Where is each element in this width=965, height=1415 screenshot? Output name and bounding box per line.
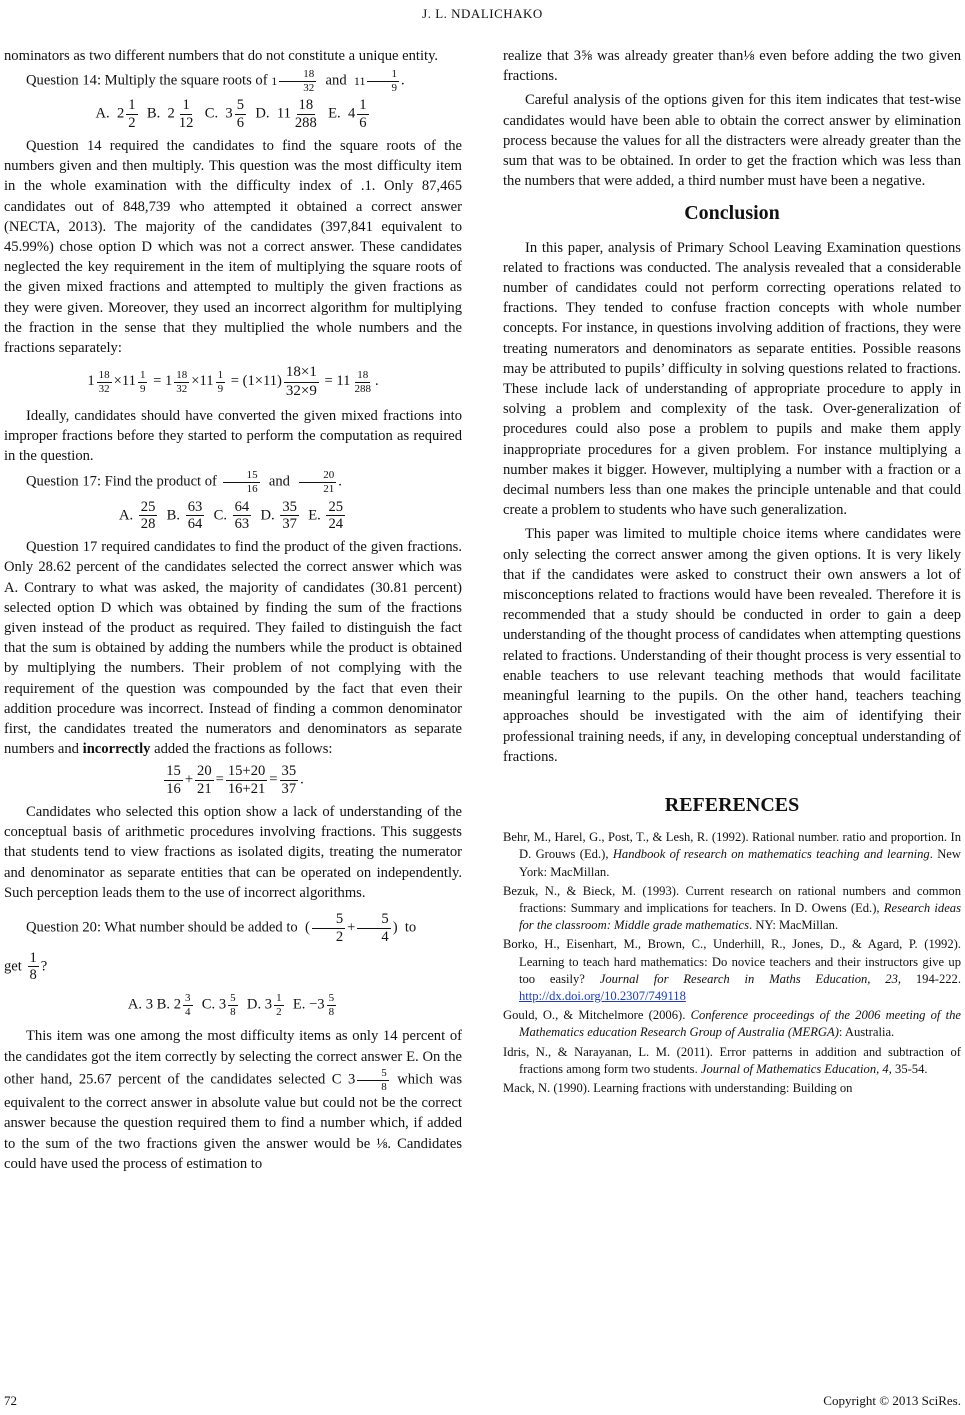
reference-item: Bezuk, N., & Bieck, M. (1993). Current research on rational numbers and common fractions: Summary and implications for teachers. In D. Owens (Ed.), Research ideas for the classroom: Middle grade mathematics. NY: MacMillan. (503, 883, 961, 933)
reference-item: Borko, H., Eisenhart, M., Brown, C., Underhill, R., Jones, D., & Agard, P. (1992). Learning to teach hard mathematics: Do novice teachers and their instructors give up too easily? Journal for Research in Maths Education, 23, 194-222. http://dx.doi.org/10.2307/749118 (503, 937, 961, 1003)
paragraph-q17-analysis: Question 17 required candidates to find the product of the given fractions. Only 28.62 percent of the candidates selected the correct answer which was A. Contrary to what was asked, the majority of candidates (30.81 percent) selected option D which was obtained by finding the sum of the fractions given instead of the product as required. They failed to distinguish the fact that the sum is obtained by adding the numbers while the product is obtained by multiplying the numbers. Their problem of not complying with the requirement of the question was compounded by the fact that even their addition procedure was incorrect. Instead of finding a common denominator first, the candidates treated the numerators and denominators as separate numbers and incorrectly added the fractions as follows: (4, 539, 462, 758)
question-20-target: get $\frac{1}{8}$ ? (4, 949, 48, 984)
paragraph-conclusion-1: In this paper, analysis of Primary School Leaving Examination questions related to fractions was conducted. The analysis revealed that a considerable number of candidates could not perform correcting operations related to fractions. They tended to confuse fraction concepts with whole number concepts. For instance, in questions involving addition of fractions, they were treating numerators and denominators as separate entities. Possible reasons may be attributed to pupils’ difficulty in solving questions related to fractions. These include lack of understanding of appropriate procedure to apply in solving a problem and complexity of the task. Over-generalization of procedures could also pose a problem to pupils and make them apply inappropriate procedures for a given problem. For instance multiplying a number makes it bigger. However, multiplying a number with a fraction or a decimal numbers less than one makes the principle untenable and that could create a problem to students who have such generalization. (503, 239, 961, 519)
reference-item: Idris, N., & Narayanan, L. M. (2011). Error patterns in addition and subtraction of fractions among form two students. Journal of Mathematics Education, 4, 35-54. (503, 1044, 961, 1076)
question-14: Question 14: Multiply the square roots of 1 $\frac{18}{32}$ and 11 $\frac{1}{9}$ . (26, 68, 405, 94)
section-heading-conclusion: Conclusion (684, 202, 780, 225)
page-number: 72 (4, 1393, 17, 1408)
paragraph-candidates: Candidates who selected this option show a lack of understanding of the conceptual basis of arithmetic procedures involving fractions. This suggests that students tend to view fractions as isolated digits, treating the numerator and denominator as separate entities that can be operated on independently. Such perception leads them to the use of incorrect algorithms. (4, 804, 462, 901)
left-column (4, 46, 462, 1174)
equation-incorrect-multiplication: 1 $\frac{18}{32}$ ×11 $\frac{1}{9}$ = 1 $\frac{18}{32}$ ×11 $\frac{1}{9}$ = (1×11) $\frac{18\times 1}{32\times 9}$ = 11 $\frac{18}{288}$ . (87, 364, 379, 399)
copyright-notice: Copyright © 2013 SciRes. (823, 1393, 961, 1408)
running-header: J. L. NDALICHAKO (422, 6, 543, 21)
reference-item: Behr, M., Harel, G., Post, T., & Lesh, R. (1992). Rational number. ratio and proportion. In D. Grouws (Ed.), Handbook of research on mathematics teaching and learning. New York: MacMillan. (503, 830, 961, 879)
question-17-options: A. $\frac{25}{28}$ B. $\frac{63}{64}$ C. $\frac{64}{63}$ D. $\frac{35}{37}$ E. $\frac{25}{24}$ (118, 498, 344, 533)
reference-item: Mack, N. (1990). Learning fractions with understanding: Building on (503, 1080, 853, 1095)
paragraph-ideally: Ideally, candidates should have converted the given mixed fractions into improper fractions before they started to perform the computation as required in the question. (4, 407, 462, 465)
paragraph-continuation: nominators as two different numbers that do not constitute a unique entity. (4, 48, 439, 64)
section-heading-references: REFERENCES (664, 793, 800, 816)
paragraph-q14-analysis: Question 14 required the candidates to find the square roots of the numbers given and then multiply. This question was the most difficulty item in the whole examination with the difficulty index of .1. Only 87,465 candidates out of 848,739 who attempted it obtained a correct answer (NECTA, 2013). The majority of the candidates (397,841 equivalent to 45.99%) chose option D which was not a correct answer. These candidates neglected the key requirement in the item of multiplying the square roots of the given mixed fractions and attempted to multiply the given fractions as they were given. Moreover, they used an incorrect algorithm for multiplying the fraction in the sense that they multiplied the whole numbers and the fractions separately: (4, 138, 462, 357)
paragraph-q20-analysis: This item was one among the most difficulty items as only 14 percent of the candidates got the item correctly by selecting the correct answer E. On the other hand, 25.67 percent of the candidates selected C 3 $\frac{5}{8}$ which was equivalent to the correct answer in absolute value but could not be the correct answer because the question required them to find a number which, if added to the sum of the two fractions given the answer would be ⅛. Candidates could have used the process of estimation to (4, 1028, 462, 1172)
equation-incorrect-addition: $\frac{15}{16}$ + $\frac{20}{21}$ = $\frac{15+20}{16+21}$ = $\frac{35}{37}$ . (166, 763, 304, 798)
reference-list (503, 829, 961, 1097)
doi-link[interactable]: http://dx.doi.org/10.2307/749118 (519, 988, 686, 1003)
question-17: Question 17: Find the product of $\frac{15}{16}$ and $\frac{20}{21}$ . (26, 469, 342, 496)
paragraph-careful-analysis: Careful analysis of the options given for this item indicates that test-wise candidates would have been able to obtain the correct answer by elimination process because the values for all the distracters were already greater than the sum that was to be obtained. In order to get the fraction which was less than the numbers that were added, a third number must have been a negative. (503, 92, 961, 190)
right-column (503, 46, 961, 1099)
reference-item: Gould, O., & Mitchelmore (2006). Conference proceedings of the 2006 meeting of the Mathematics education Research Group of Australia (MERGA): Australia. (503, 1008, 961, 1040)
question-20: Question 20: What number should be added to ( $\frac{5}{2}$ + $\frac{5}{4}$ ) to (26, 911, 417, 945)
question-20-options: A. 3 B. 2 $\frac{3}{4}$ C. 3 $\frac{5}{8}$ D. 3 $\frac{1}{2}$ E. −3 $\frac{5}{8}$ (127, 992, 335, 1018)
paragraph-conclusion-2: This paper was limited to multiple choice items where candidates were only selecting the correct answer among the given options. It is very likely that if the candidates were asked to construct their own answers a lot of misconceptions related to fractions would have been revealed. Therefore it is recommended that a study should be conducted in order to gain a deep understanding of the thought process of candidates when attempting questions related to fractions. Understanding of their thought process is very essential to enable teachers to use relevant teaching methods that would facilitate meaningful learning to the pupils. On the other hand, teachers teaching approaches should be investigated with the aim of identifying their professional training needs, if any, in developing conceptual understanding of fractions. (503, 526, 961, 765)
paragraph-realize: realize that 3⅝ was already greater than⅛ even before adding the two given fractions. (503, 48, 961, 85)
question-14-options: A. 2 $\frac{1}{2}$ B. 2 $\frac{1}{12}$ C. 3 $\frac{5}{6}$ D. 11 $\frac{18}{288}$ E. 4 $\frac{1}{6}$ (95, 97, 367, 132)
